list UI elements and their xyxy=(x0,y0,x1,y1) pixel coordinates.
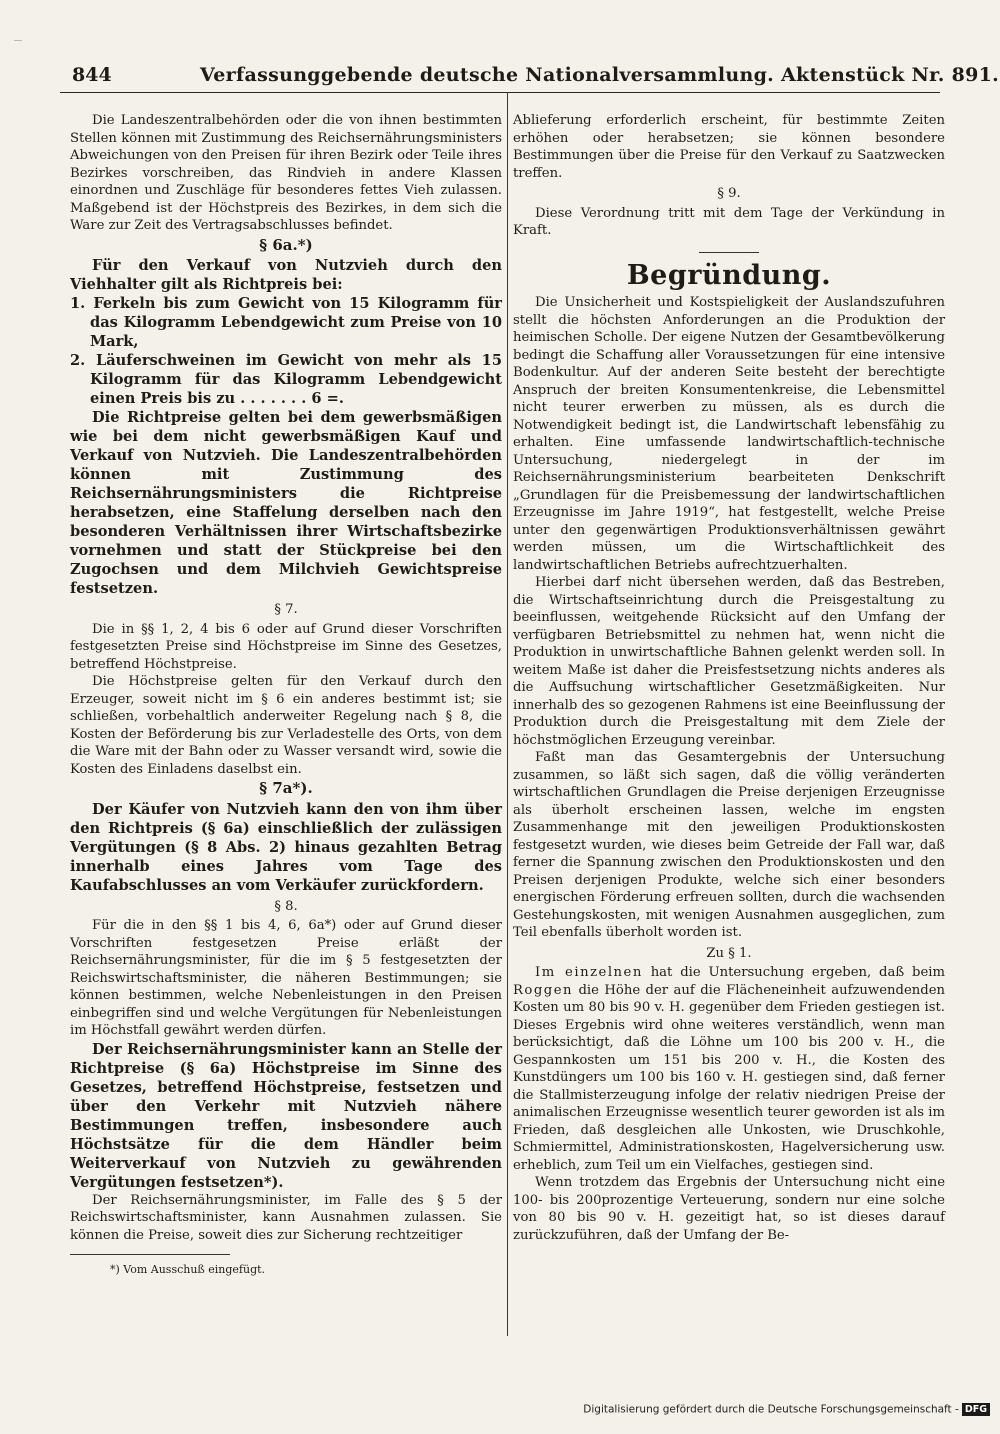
paragraph: Die Unsicherheit und Kostspieligkeit der Auslandszufuhren stellt die höchsten Anforderungen an die Produktion der heimischen Scholle. Der eigene Nutzen der Gesamtbevölkerung bedingt die Schaffung aller Voraussetzungen für eine intensive Bodenkultur. Auf der anderen Seite besteht der berechtigte Anspruch der breiten Konsumentenkreise, die Lebensmittel nicht teurer erwerben zu müssen, als es durch die Notwendigkeit bedingt ist, die Landwirtschaft lebensfähig zu erhalten. Eine umfassende landwirtschaftlich-technische Untersuchung, niedergelegt in der im Reichsernährungsministerium bearbeiteten Denkschrift „Grundlagen für die Preisbemessung der landwirtschaftlichen Erzeugnisse im Jahre 1919“, hat festgestellt, welche Preise unter den gegenwärtigen Produktionsverhältnissen gewährt werden müssen, um die Wirtschaftlichkeit des landwirtschaftlichen Betriebs aufrechtzuerhalten. xyxy=(513,295,945,573)
dfg-logo-icon: DFG xyxy=(962,1403,990,1416)
section-6a-body: Die Richtpreise gelten bei dem gewerbsmäßigen wie bei dem nicht gewerbsmäßigen Kauf und Verkauf von Nutzvieh. Die Landeszentralbehörden können mit Zustimmung des Reichsernährungsministers die Richtpreise herabsetzen, eine Staffelung derselben nach den besonderen Verhältnissen ihrer Wirtschaftsbezirke vornehmen und statt der Stückpreise bei den Zugochsen und dem Milchvieh Gewichtspreise festsetzen. xyxy=(70,409,502,597)
heading-begruendung: Begründung. xyxy=(626,259,832,291)
separator-rule xyxy=(699,252,759,253)
paragraph: Für die in den §§ 1 bis 4, 6, 6a*) oder auf Grund dieser Vorschriften festgesetzen Preise erläßt der Reichsernährungsminister, für die im § 5 festgesetzten der Reichswirtschaftsminister, die näheren Bestimmungen; sie können bestimmen, welche Nebenleistungen in den Preisen einbegriffen sind und welche Vergütungen für Nebenleistungen im Höchstfall gewährt werden dürfen. xyxy=(70,918,502,1038)
paragraph: Diese Verordnung tritt mit dem Tage der Verkündung in Kraft. xyxy=(513,205,945,238)
paragraph: Hierbei darf nicht übersehen werden, daß das Bestreben, die Wirtschaftseinrichtung durch die Preisgestaltung zu beeinflussen, weitgehende Rücksicht auf den Umfang der verfügbaren Betriebsmittel zu nehmen hat, wenn nicht die Produktion in unwirtschaftliche Bahnen gelenkt werden soll. In weitem Maße ist daher die Preisfestsetzung nichts anderes als die Auffsuchung wirtschaftlicher Gesetzmäßigkeiten. Nur innerhalb des so gezogenen Rahmens ist eine Beeinflussung der Produktion durch die Preisgestaltung mit dem Ziele der höchstmöglichen Erzeugung vereinbar. xyxy=(513,575,945,748)
list-item-2: 2. Läuferschweinen im Gewicht von mehr als 15 Kilogramm für das Kilogramm Lebendgewicht einen Preis bis zu . . . . . . . 6 =. xyxy=(70,352,502,407)
paragraph: Die in §§ 1, 2, 4 bis 6 oder auf Grund dieser Vorschriften festgesetzten Preise sind Höchstpreise im Sinne des Gesetzes, betreffend Höchstpreise. xyxy=(70,621,502,672)
section-heading-7a: § 7a*). xyxy=(259,779,313,797)
paragraph xyxy=(513,964,945,1174)
text-run: die Höhe der auf die Flächeneinheit aufzuwendenden Kosten um 80 bis 90 v. H. gegenüber dem Frieden gestiegen ist. Dieses Ergebnis wird ohne weiteres verständlich, wenn man berücksichtigt, daß die Löhne um 100 bis 200 v. H., die Gespannkosten um 151 bis 200 v. H., die Kosten des Kunstdüngers um 100 bis 160 v. H. gestiegen sind, daß ferner die Stallmisterzeugung infolge der relativ niedrigen Preise der animalischen Erzeugnisse wesentlich teurer geworden ist als im Frieden, daß desgleichen alle Unkosten, wie Druschkohle, Schmiermittel, Administrationskosten, Hagelversicherung usw. erheblich, zum Teil um ein Vielfaches, gestiegen sind. xyxy=(513,982,945,1173)
section-heading-9: § 9. xyxy=(717,186,741,201)
running-title: Verfassunggebende deutsche Nationalversammlung. Aktenstück Nr. 891. xyxy=(200,64,1000,86)
section-heading-8: § 8. xyxy=(274,898,298,914)
scan-mark xyxy=(14,40,22,47)
paragraph: Die Landeszentralbehörden oder die von ihnen bestimmten Stellen können mit Zustimmung des Reichsernährungsministers Abweichungen von den Preisen für ihren Bezirk oder Teile ihres Bezirkes vorschreiben, das Rindvieh in andere Klassen einordnen und Zuschläge für besonderes fettes Vieh zulassen. Maßgebend ist der Höchstpreis des Bezirkes, in dem sich die Ware zur Zeit des Vertragsabschlusses befindet. xyxy=(70,113,502,233)
subheading-zu-1: Zu § 1. xyxy=(706,945,752,961)
section-heading-6a: § 6a.*) xyxy=(259,235,313,254)
section-6a-intro: Für den Verkauf von Nutzvieh durch den Viehhalter gilt als Richtpreis bei: xyxy=(70,257,502,293)
right-column xyxy=(513,112,945,1244)
footnote: *) Vom Ausschuß eingefügt. xyxy=(110,1263,266,1276)
column-divider xyxy=(507,92,508,1336)
section-heading-7: § 7. xyxy=(274,602,298,617)
paragraph: Der Reichsernährungsminister, im Falle des § 5 der Reichswirtschaftsminister, kann Ausnahmen zulassen. Sie können die Preise, soweit dies zur Sicherung rechtzeitiger xyxy=(70,1192,502,1243)
paragraph: Faßt man das Gesamtergebnis der Untersuchung zusammen, so läßt sich sagen, daß die völlig veränderten wirtschaftlichen Grundlagen die Preise derjenigen Erzeugnisse als überholt erscheinen lassen, welche im engsten Zusammenhange mit den jeweiligen Produktionskosten festgesetzt wurden, wie dieses beim Getreide der Fall war, daß ferner die Spannung zwischen den Produktionskosten und den Preisen derjenigen Produkte, welche sich einer besonders energischen Förderung erfreuen sollten, durch die wachsenden Gestehungskosten, mit wenigen Ausnahmen ausgeglichen, zum Teil ebenfalls überholt worden ist. xyxy=(513,750,945,940)
emphasis: Roggen xyxy=(513,982,574,998)
page-number: 844 xyxy=(72,64,112,86)
footnote-rule xyxy=(70,1254,230,1255)
attribution-text: Digitalisierung gefördert durch die Deutsche Forschungsgemeinschaft - xyxy=(583,1403,959,1416)
paragraph: Wenn trotzdem das Ergebnis der Untersuchung nicht eine 100- bis 200prozentige Verteuerung, sondern nur eine solche von 80 bis 90 v. H. gezeitigt hat, so ist dieses darauf zurückzuführen, daß der Umfang der Be- xyxy=(513,1175,945,1243)
digitization-attribution xyxy=(583,1403,990,1416)
emphasis: Im einzelnen xyxy=(535,965,643,980)
list-item-1: 1. Ferkeln bis zum Gewicht von 15 Kilogramm für das Kilogramm Lebendgewicht zum Preise von 10 Mark, xyxy=(70,295,502,350)
text-run: hat die Untersuchung ergeben, daß beim xyxy=(642,965,945,980)
page-header xyxy=(60,62,1000,93)
left-column xyxy=(70,112,502,1279)
section-8-bold: Der Reichsernährungsminister kann an Stelle der Richtpreise (§ 6a) Höchstpreise im Sinne des Gesetzes, betreffend Höchstpreise, festsetzen und über den Verkehr mit Nutzvieh nähere Bestimmungen treffen, insbesondere auch Höchstsätze für die dem Händler beim Weiterverkauf von Nutzvieh zu gewährenden Vergütungen festsetzen*). xyxy=(70,1040,502,1191)
paragraph-continued: Ablieferung erforderlich erscheint, für bestimmte Zeiten erhöhen oder herabsetzen; sie können besondere Bestimmungen über die Preise für den Verkauf zu Saatzwecken treffen. xyxy=(513,113,945,181)
paragraph: Die Höchstpreise gelten für den Verkauf durch den Erzeuger, soweit nicht im § 6 ein anderes bestimmt ist; sie schließen, vorbehaltlich anderweiter Regelung nach § 8, die Kosten der Beförderung bis zur Verladestelle des Orts, von dem die Ware mit der Bahn oder zu Wasser versandt wird, sowie die Kosten des Einladens daselbst ein. xyxy=(70,674,502,777)
section-7a-body: Der Käufer von Nutzvieh kann den von ihm über den Richtpreis (§ 6a) einschließlich der zulässigen Vergütungen (§ 8 Abs. 2) hinaus gezahlten Betrag innerhalb eines Jahres vom Tage des Kaufabschlusses an vom Verkäufer zurückfordern. xyxy=(70,800,502,894)
